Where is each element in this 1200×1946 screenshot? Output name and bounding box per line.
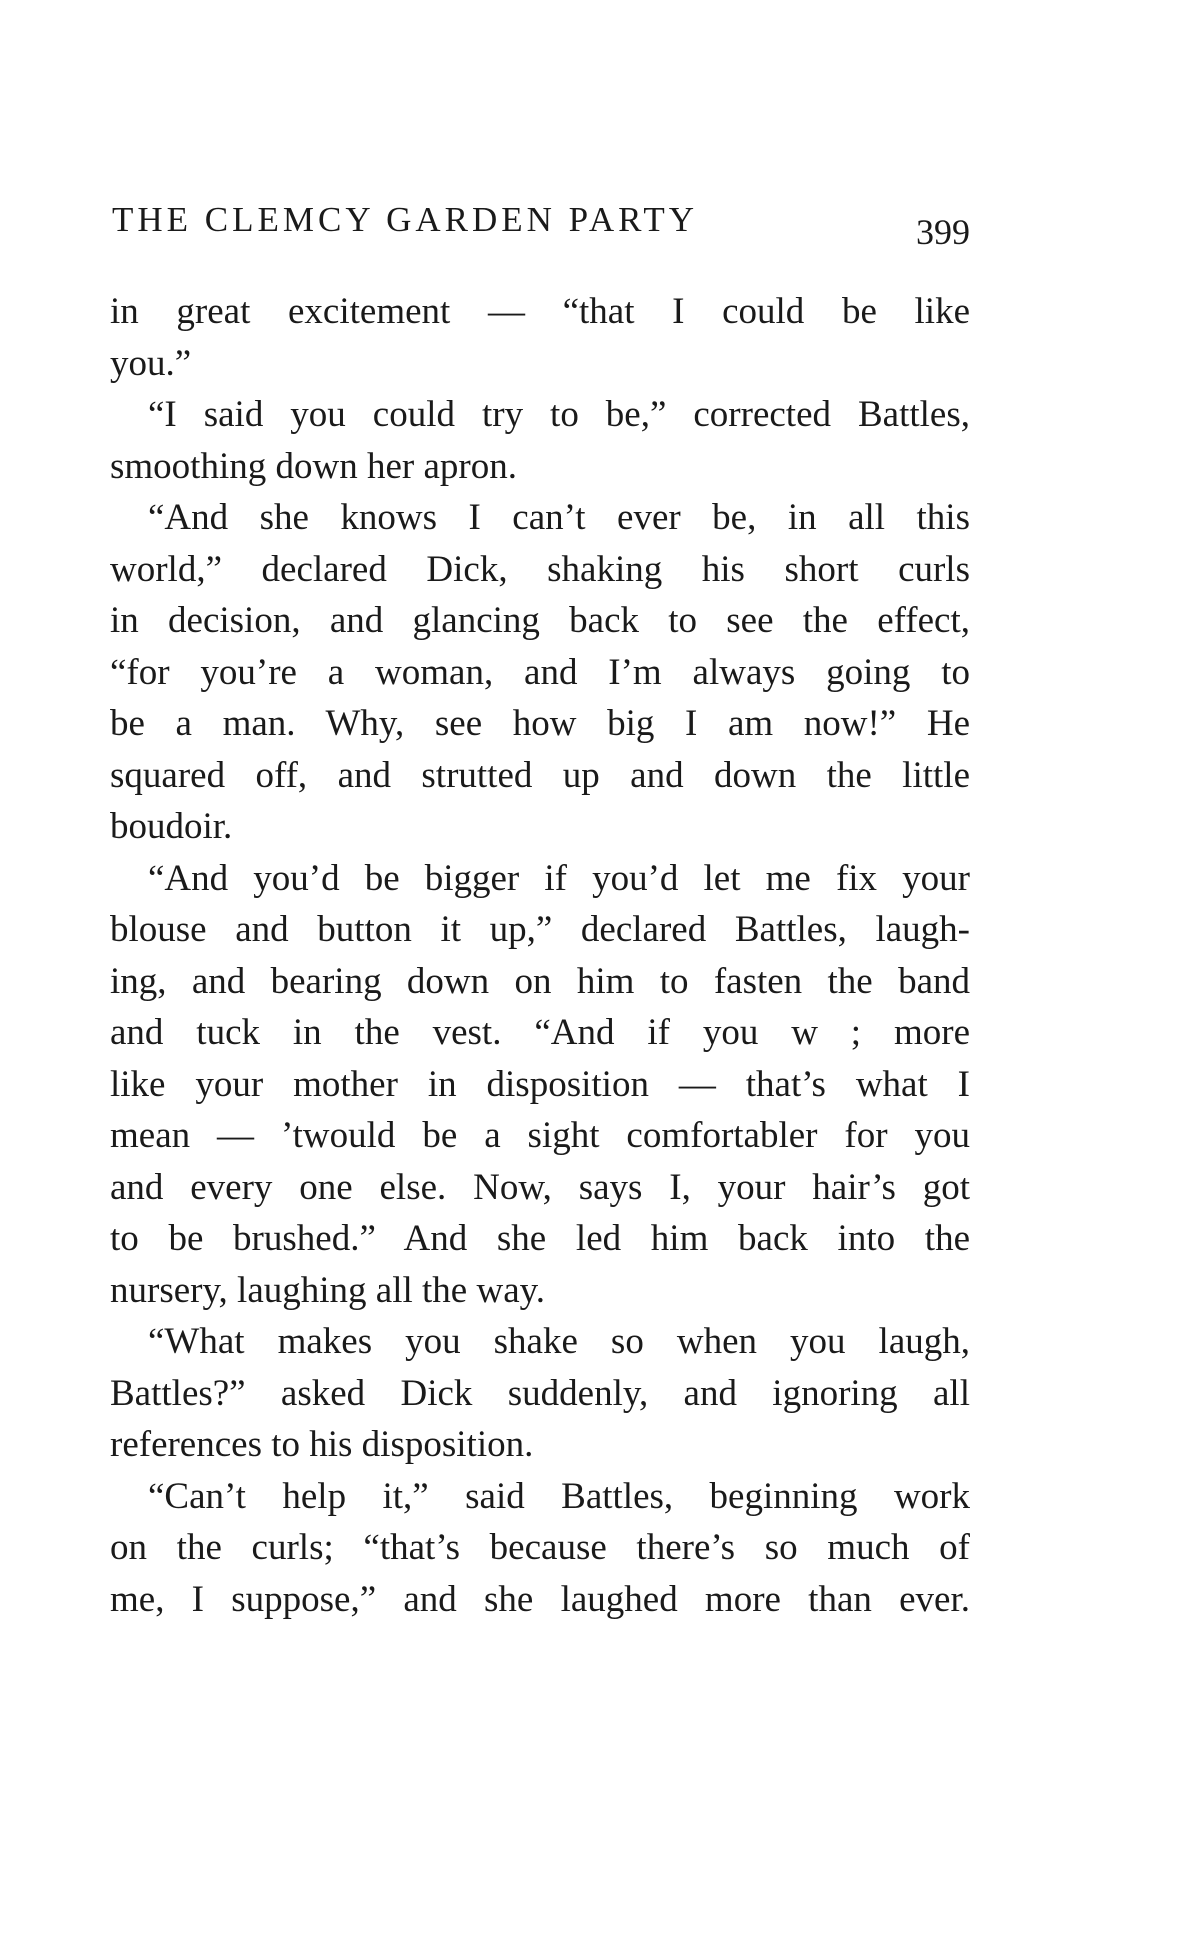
text-line: nursery, laughing all the way.: [110, 1269, 545, 1311]
text-line: like your mother in disposition — that’s what I: [110, 1063, 970, 1105]
text-line: and every one else. Now, says I, your hair’s got: [110, 1166, 970, 1208]
running-title: THE CLEMCY GARDEN PARTY: [112, 200, 699, 239]
text-line: be a man. Why, see how big I am now!” He: [110, 703, 970, 744]
text-line: boudoir.: [110, 806, 233, 847]
text-line: you.”: [110, 342, 192, 384]
text-line: blouse and button it up,” declared Battles, laugh-: [110, 909, 970, 950]
page-number: 399: [916, 212, 970, 252]
text-line: squared off, and strutted up and down the little: [110, 754, 970, 796]
text-line: world,” declared Dick, shaking his short curls: [110, 548, 970, 590]
text-line: Battles?” asked Dick suddenly, and ignoring all: [110, 1372, 970, 1414]
text-line: “Can’t help it,” said Battles, beginning work: [148, 1475, 970, 1517]
text-line: ing, and bearing down on him to fasten the band: [110, 960, 970, 1002]
text-line: on the curls; “that’s because there’s so much of: [110, 1527, 970, 1568]
text-line: “for you’re a woman, and I’m always going to: [110, 651, 970, 693]
text-line: and tuck in the vest. “And if you w ; more: [110, 1012, 970, 1053]
text-line: smoothing down her apron.: [110, 445, 517, 487]
text-line: “And you’d be bigger if you’d let me fix your: [148, 857, 970, 899]
text-line: references to his disposition.: [110, 1424, 534, 1465]
text-line: in decision, and glancing back to see the effect,: [110, 600, 970, 641]
text-line: to be brushed.” And she led him back into the: [110, 1218, 970, 1259]
text-line: mean — ’twould be a sight comfortabler for you: [110, 1115, 970, 1156]
text-line: “And she knows I can’t ever be, in all this: [148, 497, 970, 538]
text-line: “I said you could try to be,” corrected Battles,: [148, 394, 970, 435]
text-line: me, I suppose,” and she laughed more than ever.: [110, 1578, 970, 1620]
page-header: [112, 198, 970, 258]
text-line: “What makes you shake so when you laugh,: [148, 1321, 970, 1362]
text-line: in great excitement — “that I could be like: [110, 291, 970, 332]
body-text: [110, 286, 970, 1625]
